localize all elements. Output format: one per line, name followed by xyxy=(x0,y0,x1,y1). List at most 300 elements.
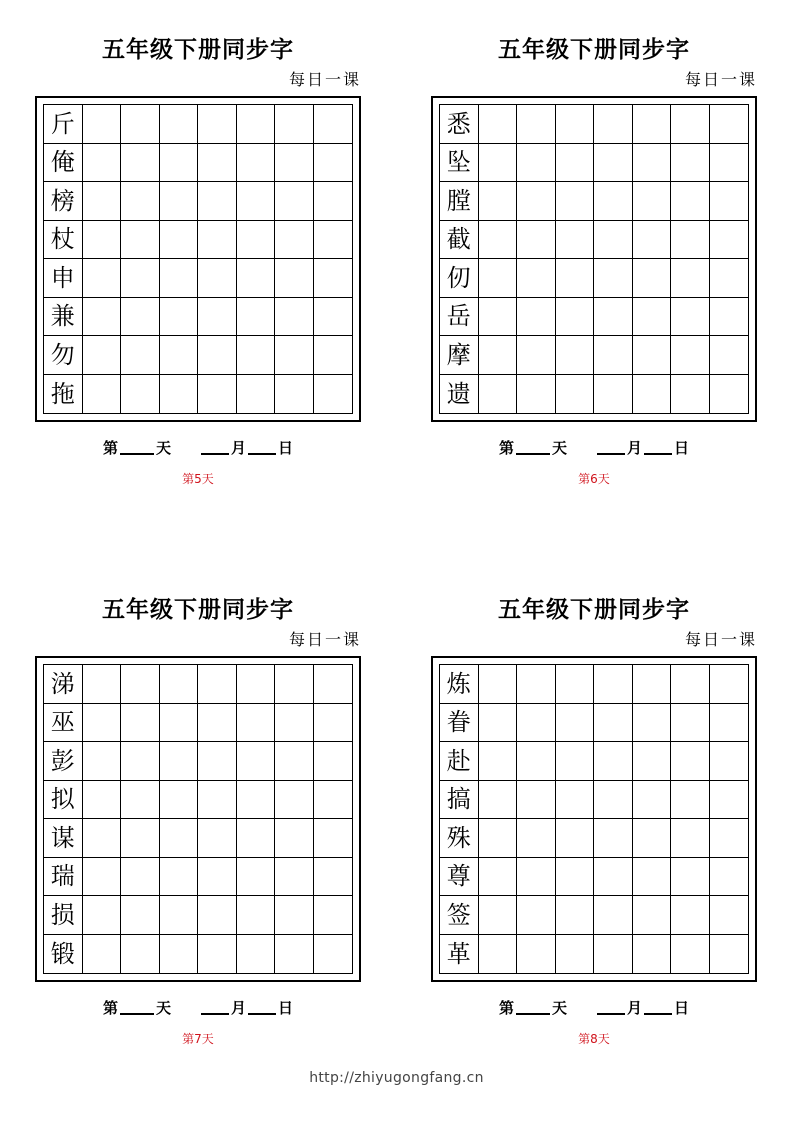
practice-cell xyxy=(671,144,710,183)
practice-cell xyxy=(671,704,710,743)
practice-cell xyxy=(633,105,672,144)
practice-cell xyxy=(517,144,556,183)
practice-cell xyxy=(633,336,672,375)
practice-cell xyxy=(160,375,199,414)
practice-cell xyxy=(121,221,160,260)
practice-cell xyxy=(83,259,122,298)
practice-cell xyxy=(198,665,237,704)
practice-cell xyxy=(160,858,199,897)
model-character: 尊 xyxy=(440,858,479,897)
practice-cell xyxy=(121,742,160,781)
practice-cell xyxy=(121,704,160,743)
practice-cell xyxy=(556,221,595,260)
practice-cell xyxy=(517,105,556,144)
practice-cell xyxy=(479,375,518,414)
practice-cell xyxy=(479,105,518,144)
practice-cell xyxy=(633,144,672,183)
practice-cell xyxy=(121,665,160,704)
practice-cell xyxy=(275,665,314,704)
model-character: 炼 xyxy=(440,665,479,704)
practice-cell xyxy=(198,105,237,144)
practice-cell xyxy=(160,144,199,183)
practice-cell xyxy=(710,259,749,298)
practice-cell xyxy=(710,336,749,375)
model-character: 签 xyxy=(440,896,479,935)
practice-cell xyxy=(237,375,276,414)
practice-cell xyxy=(633,704,672,743)
practice-cell xyxy=(594,704,633,743)
practice-cell xyxy=(275,298,314,337)
practice-cell xyxy=(275,105,314,144)
practice-cell xyxy=(237,336,276,375)
model-character: 杖 xyxy=(44,221,83,260)
practice-cell xyxy=(710,742,749,781)
practice-cell xyxy=(594,182,633,221)
practice-cell xyxy=(594,375,633,414)
practice-cell xyxy=(671,935,710,974)
practice-cell xyxy=(121,259,160,298)
practice-cell xyxy=(671,259,710,298)
card-title: 五年级下册同步字 xyxy=(102,36,294,63)
practice-cell xyxy=(275,781,314,820)
practice-cell xyxy=(710,298,749,337)
practice-cell xyxy=(198,298,237,337)
date-line xyxy=(35,996,361,1018)
practice-cell xyxy=(198,704,237,743)
practice-cell xyxy=(237,896,276,935)
practice-cell xyxy=(160,781,199,820)
model-character: 搞 xyxy=(440,781,479,820)
date-yue: 月 xyxy=(627,439,643,457)
practice-cell xyxy=(633,742,672,781)
practice-cell xyxy=(517,298,556,337)
practice-cell xyxy=(556,105,595,144)
date-yue: 月 xyxy=(627,999,643,1017)
day-label: 第7天 xyxy=(182,1032,214,1046)
date-yue: 月 xyxy=(231,439,247,457)
month-blank xyxy=(201,439,229,455)
model-character: 岳 xyxy=(440,298,479,337)
character-grid xyxy=(43,664,353,974)
practice-cell xyxy=(83,336,122,375)
practice-cell xyxy=(121,858,160,897)
practice-cell xyxy=(633,935,672,974)
day-label: 第5天 xyxy=(182,472,214,486)
model-character: 兼 xyxy=(44,298,83,337)
practice-card xyxy=(35,590,361,1050)
practice-cell xyxy=(275,336,314,375)
practice-cell xyxy=(556,858,595,897)
practice-cell xyxy=(160,896,199,935)
card-title: 五年级下册同步字 xyxy=(498,36,690,63)
practice-cell xyxy=(314,375,353,414)
practice-cell xyxy=(671,858,710,897)
model-character: 遗 xyxy=(440,375,479,414)
practice-cell xyxy=(517,896,556,935)
date-ri: 日 xyxy=(674,439,690,457)
practice-sheet xyxy=(35,96,361,422)
practice-cell xyxy=(556,144,595,183)
practice-cell xyxy=(83,858,122,897)
practice-cell xyxy=(479,336,518,375)
practice-card xyxy=(35,30,361,490)
practice-cell xyxy=(160,742,199,781)
model-character: 眷 xyxy=(440,704,479,743)
practice-cell xyxy=(479,182,518,221)
practice-cell xyxy=(275,182,314,221)
practice-cell xyxy=(517,742,556,781)
practice-cell xyxy=(710,375,749,414)
practice-cell xyxy=(275,259,314,298)
date-ri: 日 xyxy=(278,999,294,1017)
practice-cell xyxy=(275,742,314,781)
practice-cell xyxy=(710,144,749,183)
model-character: 殊 xyxy=(440,819,479,858)
practice-cell xyxy=(517,375,556,414)
date-line xyxy=(431,996,757,1018)
model-character: 瑞 xyxy=(44,858,83,897)
practice-cell xyxy=(160,105,199,144)
practice-cell xyxy=(121,105,160,144)
practice-cell xyxy=(121,819,160,858)
card-title: 五年级下册同步字 xyxy=(498,596,690,623)
practice-cell xyxy=(479,819,518,858)
practice-cell xyxy=(594,742,633,781)
practice-cell xyxy=(314,742,353,781)
practice-cell xyxy=(671,742,710,781)
practice-cell xyxy=(594,336,633,375)
model-character: 斤 xyxy=(44,105,83,144)
practice-cell xyxy=(594,221,633,260)
practice-cell xyxy=(160,336,199,375)
practice-cell xyxy=(556,781,595,820)
date-yue: 月 xyxy=(231,999,247,1017)
practice-cell xyxy=(275,704,314,743)
practice-cell xyxy=(710,781,749,820)
practice-cell xyxy=(83,935,122,974)
practice-cell xyxy=(517,665,556,704)
practice-cell xyxy=(517,182,556,221)
practice-cell xyxy=(83,704,122,743)
practice-cell xyxy=(275,375,314,414)
practice-cell xyxy=(556,259,595,298)
practice-cell xyxy=(594,298,633,337)
practice-cell xyxy=(275,144,314,183)
practice-cell xyxy=(121,182,160,221)
practice-cell xyxy=(517,819,556,858)
practice-cell xyxy=(710,105,749,144)
practice-cell xyxy=(710,858,749,897)
practice-cell xyxy=(275,935,314,974)
model-character: 涕 xyxy=(44,665,83,704)
practice-cell xyxy=(710,819,749,858)
practice-card xyxy=(431,30,757,490)
practice-cell xyxy=(160,259,199,298)
day-blank xyxy=(516,999,550,1015)
practice-cell xyxy=(517,935,556,974)
day-label: 第6天 xyxy=(578,472,610,486)
practice-cell xyxy=(594,896,633,935)
practice-cell xyxy=(479,781,518,820)
practice-cell xyxy=(237,105,276,144)
practice-cell xyxy=(479,221,518,260)
practice-cell xyxy=(556,935,595,974)
practice-cell xyxy=(633,858,672,897)
practice-cell xyxy=(671,182,710,221)
practice-cell xyxy=(314,896,353,935)
practice-cell xyxy=(198,259,237,298)
practice-cell xyxy=(479,704,518,743)
practice-cell xyxy=(237,935,276,974)
practice-cell xyxy=(237,704,276,743)
date-tian: 天 xyxy=(551,999,567,1017)
practice-cell xyxy=(275,221,314,260)
character-grid xyxy=(439,664,749,974)
date-ri: 日 xyxy=(278,439,294,457)
practice-cell xyxy=(83,665,122,704)
practice-cell xyxy=(633,375,672,414)
practice-cell xyxy=(710,182,749,221)
practice-cell xyxy=(314,781,353,820)
practice-cell xyxy=(121,935,160,974)
practice-cell xyxy=(556,336,595,375)
date-di: 第 xyxy=(102,439,118,457)
practice-cell xyxy=(556,704,595,743)
model-character: 赴 xyxy=(440,742,479,781)
practice-cell xyxy=(314,144,353,183)
practice-cell xyxy=(710,896,749,935)
practice-cell xyxy=(198,144,237,183)
date-blank xyxy=(644,439,672,455)
practice-cell xyxy=(198,858,237,897)
card-subtitle: 每日一课 xyxy=(684,70,757,89)
practice-cell xyxy=(237,182,276,221)
practice-cell xyxy=(237,259,276,298)
date-di: 第 xyxy=(498,439,514,457)
practice-cell xyxy=(314,259,353,298)
practice-cell xyxy=(479,665,518,704)
practice-cell xyxy=(237,742,276,781)
card-subtitle: 每日一课 xyxy=(288,630,361,649)
practice-cell xyxy=(594,259,633,298)
practice-cell xyxy=(594,781,633,820)
practice-cell xyxy=(275,819,314,858)
practice-cell xyxy=(671,221,710,260)
model-character: 勿 xyxy=(44,336,83,375)
practice-cell xyxy=(275,896,314,935)
practice-cell xyxy=(479,858,518,897)
day-blank xyxy=(516,439,550,455)
practice-cell xyxy=(83,298,122,337)
practice-cell xyxy=(198,221,237,260)
practice-cell xyxy=(479,896,518,935)
practice-cell xyxy=(237,819,276,858)
practice-cell xyxy=(314,221,353,260)
practice-cell xyxy=(671,896,710,935)
practice-cell xyxy=(517,259,556,298)
character-grid xyxy=(43,104,353,414)
practice-cell xyxy=(479,935,518,974)
practice-cell xyxy=(314,858,353,897)
practice-cell xyxy=(517,221,556,260)
practice-cell xyxy=(121,896,160,935)
practice-cell xyxy=(314,935,353,974)
practice-cell xyxy=(160,221,199,260)
practice-cell xyxy=(275,858,314,897)
day-label: 第8天 xyxy=(578,1032,610,1046)
practice-cell xyxy=(671,105,710,144)
model-character: 谋 xyxy=(44,819,83,858)
practice-cell xyxy=(517,704,556,743)
model-character: 申 xyxy=(44,259,83,298)
practice-sheet xyxy=(35,656,361,982)
practice-cell xyxy=(160,935,199,974)
practice-cell xyxy=(710,935,749,974)
practice-cell xyxy=(83,742,122,781)
practice-cell xyxy=(556,375,595,414)
model-character: 拖 xyxy=(44,375,83,414)
practice-cell xyxy=(237,298,276,337)
model-character: 仞 xyxy=(440,259,479,298)
practice-cell xyxy=(479,259,518,298)
practice-cell xyxy=(160,704,199,743)
practice-cell xyxy=(594,858,633,897)
practice-cell xyxy=(671,665,710,704)
model-character: 坠 xyxy=(440,144,479,183)
practice-cell xyxy=(633,221,672,260)
practice-cell xyxy=(314,105,353,144)
practice-cell xyxy=(83,781,122,820)
practice-cell xyxy=(594,665,633,704)
practice-cell xyxy=(83,819,122,858)
card-title: 五年级下册同步字 xyxy=(102,596,294,623)
model-character: 截 xyxy=(440,221,479,260)
practice-cell xyxy=(198,336,237,375)
date-line xyxy=(431,436,757,458)
practice-cell xyxy=(594,144,633,183)
practice-cell xyxy=(160,819,199,858)
card-subtitle: 每日一课 xyxy=(684,630,757,649)
practice-cell xyxy=(633,819,672,858)
practice-cell xyxy=(314,298,353,337)
day-blank xyxy=(120,439,154,455)
model-character: 榜 xyxy=(44,182,83,221)
practice-cell xyxy=(237,221,276,260)
practice-cell xyxy=(198,742,237,781)
practice-sheet xyxy=(431,656,757,982)
practice-cell xyxy=(517,336,556,375)
practice-cell xyxy=(160,182,199,221)
practice-cell xyxy=(710,665,749,704)
model-character: 锻 xyxy=(44,935,83,974)
practice-cell xyxy=(83,182,122,221)
practice-cell xyxy=(83,144,122,183)
model-character: 摩 xyxy=(440,336,479,375)
practice-cell xyxy=(633,259,672,298)
practice-cell xyxy=(237,858,276,897)
practice-cell xyxy=(198,182,237,221)
practice-cell xyxy=(83,105,122,144)
date-di: 第 xyxy=(498,999,514,1017)
model-character: 拟 xyxy=(44,781,83,820)
practice-cell xyxy=(671,336,710,375)
practice-cell xyxy=(237,665,276,704)
practice-cell xyxy=(121,336,160,375)
practice-cell xyxy=(517,858,556,897)
date-tian: 天 xyxy=(551,439,567,457)
practice-cell xyxy=(633,298,672,337)
month-blank xyxy=(597,439,625,455)
month-blank xyxy=(201,999,229,1015)
practice-cell xyxy=(198,781,237,820)
date-blank xyxy=(644,999,672,1015)
model-character: 悉 xyxy=(440,105,479,144)
practice-cell xyxy=(556,665,595,704)
model-character: 俺 xyxy=(44,144,83,183)
practice-cell xyxy=(83,221,122,260)
practice-cell xyxy=(479,144,518,183)
practice-cell xyxy=(237,144,276,183)
practice-cell xyxy=(479,298,518,337)
practice-cell xyxy=(314,336,353,375)
date-di: 第 xyxy=(102,999,118,1017)
practice-cell xyxy=(633,665,672,704)
practice-card xyxy=(431,590,757,1050)
practice-cell xyxy=(633,781,672,820)
practice-cell xyxy=(479,742,518,781)
card-subtitle: 每日一课 xyxy=(288,70,361,89)
practice-cell xyxy=(633,896,672,935)
practice-cell xyxy=(121,144,160,183)
practice-cell xyxy=(314,819,353,858)
practice-cell xyxy=(556,742,595,781)
model-character: 巫 xyxy=(44,704,83,743)
character-grid xyxy=(439,104,749,414)
model-character: 损 xyxy=(44,896,83,935)
practice-cell xyxy=(121,781,160,820)
footer-url: http://zhiyugongfang.cn xyxy=(309,1070,484,1086)
date-tian: 天 xyxy=(155,999,171,1017)
practice-cell xyxy=(671,375,710,414)
practice-cell xyxy=(633,182,672,221)
practice-cell xyxy=(671,781,710,820)
date-blank xyxy=(248,439,276,455)
practice-cell xyxy=(556,896,595,935)
practice-sheet xyxy=(431,96,757,422)
practice-cell xyxy=(198,819,237,858)
practice-cell xyxy=(594,819,633,858)
practice-cell xyxy=(556,298,595,337)
practice-cell xyxy=(594,105,633,144)
practice-cell xyxy=(198,896,237,935)
practice-cell xyxy=(710,221,749,260)
practice-cell xyxy=(594,935,633,974)
practice-cell xyxy=(314,665,353,704)
day-blank xyxy=(120,999,154,1015)
date-line xyxy=(35,436,361,458)
practice-cell xyxy=(517,781,556,820)
practice-cell xyxy=(314,704,353,743)
practice-cell xyxy=(198,935,237,974)
practice-cell xyxy=(160,665,199,704)
practice-cell xyxy=(710,704,749,743)
practice-cell xyxy=(83,375,122,414)
practice-cell xyxy=(314,182,353,221)
practice-cell xyxy=(198,375,237,414)
date-ri: 日 xyxy=(674,999,690,1017)
model-character: 彭 xyxy=(44,742,83,781)
month-blank xyxy=(597,999,625,1015)
